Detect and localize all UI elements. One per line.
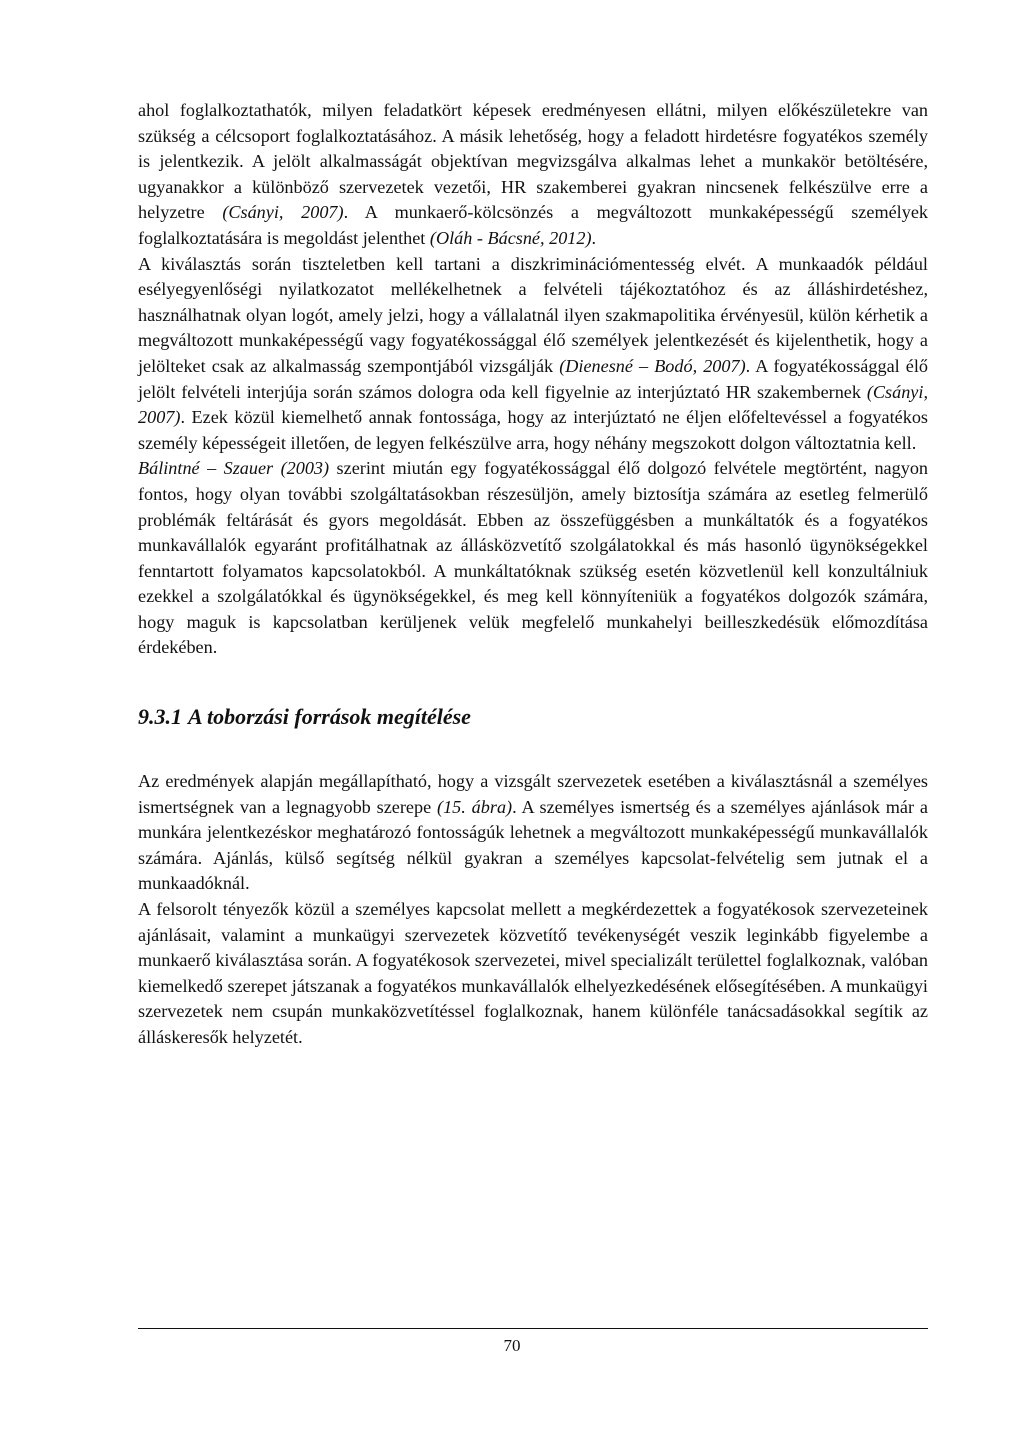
section-heading [138,703,928,731]
text-run: szerint miután egy fogyatékossággal élő dolgozó felvétele megtörtént, nagyon fontos, hogy olyan további szolgáltatásokban részesüljön, amely biztosítja számára az esetleg felmerülő problémák feltárását és gyors megoldását. Ebben az összefüggésben a munkáltatók és a fogyatékos munkavállalók egyaránt profitálhatnak az állásközvetítő szolgálatokkal és más hasonló ügynökségekkel fenntartott folyamatos kapcsolatokból. A munkáltatóknak szükség esetén közvetlenül kell konzultálniuk ezekkel a szolgálatókkal és ügynökségekkel, és meg kell könnyíteniük a fogyatékos dolgozók számára, hogy maguk is kapcsolatban kerüljenek velük megfelelő munkahelyi beilleszkedésük előmozdítása érdekében. [138,458,929,658]
text-run: A kiválasztás során tiszteletben kell tartani a diszkriminációmentesség elvét. A munkaadók például esélyegyenlőségi nyilatkozatot mellékelhetnek a felvételi tájékoztatóhoz és az álláshirdetéshez, használhatnak olyan logót, amely jelzi, hogy a vállalatnál ilyen szakmapolitika érvényesül, külön kérhetik a megváltozott munkaképességű vagy fogyatékossággal élő személyek jelentkezését és kijelenthetik, hogy a jelölteket csak az alkalmasság szempontjából vizsgálják [138,253,928,376]
section-number: 9.3.1 [138,704,182,730]
citation: (Csányi, 2007) [222,202,344,223]
citation: (Csányi, 2007) [138,381,928,428]
intro-paragraph-3 [138,456,928,661]
page-number: 70 [503,1336,521,1355]
section-title: A toborzási források megítélése [188,704,471,730]
text-run: . Ezek közül kiemelhető annak fontossága, hogy az interjúztató ne éljen előfeltevéssel a fogyatékos személy képességeit illetően, de legyen felkészülve arra, hogy néhány megszokott dolgon változtatnia kell. [138,407,928,453]
text-run: . A személyes ismertség és a személyes ajánlások már a munkára jelentkezéskor meghatározó fontosságúk lehetnek a megváltozott munkaképességű munkavállalók számára. Ajánlás, külső segítség nélkül gyakran a személyes kapcsolat-felvételig sem jutnak el a munkaadóknál. [138,796,929,894]
document-page [138,98,928,1051]
intro-paragraph-1 [138,98,928,252]
citation: (15. ábra) [437,796,513,817]
citation: (Dienesné – Bodó, 2007) [559,355,746,376]
body-text-section-2 [138,769,928,1051]
results-paragraph-1 [138,769,928,897]
intro-paragraph-2 [138,252,928,457]
text-run: . A munkaerő-kölcsönzés a megváltozott munkaképességű személyek foglalkoztatására is megoldást jelenthet [138,202,928,248]
text-run: Az eredmények alapján megállapítható, hogy a vizsgált szervezetek esetében a kiválasztásnál a személyes ismertségnek van a legnagyobb szerepe [138,771,928,817]
citation: (Oláh - Bácsné, 2012) [429,227,592,248]
text-run: ahol foglalkoztathatók, milyen feladatkört képesek eredményesen ellátni, milyen előkészületekre van szükség a célcsoport foglalkoztatásához. A másik lehetőség, hogy a feladott hirdetésre fogyatékos személy is jelentkezik. A jelölt alkalmasságát objektívan megvizsgálva alkalmas lehet a munkakör betöltésére, ugyanakkor a különböző szervezetek vezetői, HR szakemberei gyakran nincsenek felkészülve erre a helyzetre [138,100,928,223]
body-text-section-1 [138,98,928,661]
footer-rule [138,1328,928,1329]
text-run: . A fogyatékossággal élő jelölt felvételi interjúja során számos dologra oda kell figyelnie az interjúztató HR szakembernek [138,355,928,402]
citation: Bálintné – Szauer (2003) [138,458,330,479]
results-paragraph-2 [138,897,928,1051]
text-run: . [591,227,597,248]
text-run: A felsorolt tényezők közül a személyes kapcsolat mellett a megkérdezettek a fogyatékosok szervezeteinek ajánlásait, valamint a munkaügyi szervezetek közvetítő tevékenységét veszik leginkább figyelembe a munkaerő kiválasztása során. A fogyatékosok szervezetei, mivel specializált területtel foglalkoznak, valóban kiemelkedő szerepet játszanak a fogyatékos munkavállalók elhelyezkedésének elősegítésében. A munkaügyi szervezetek nem csupán munkaközvetítéssel foglalkoznak, hanem különféle tanácsadásokkal segítik az álláskeresők helyzetét. [138,899,928,1047]
